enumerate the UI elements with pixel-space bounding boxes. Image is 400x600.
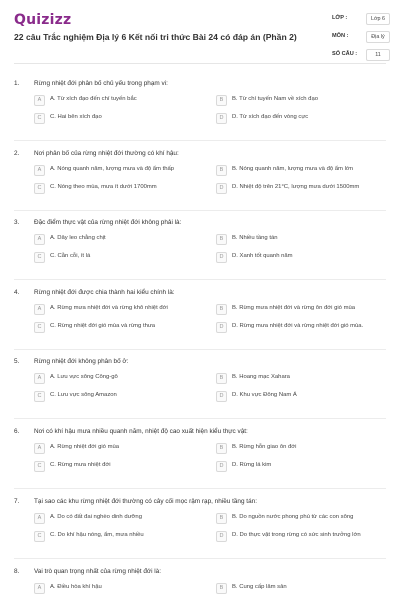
option-letter-badge: D xyxy=(216,113,227,124)
option-letter-badge: B xyxy=(216,304,227,315)
meta-value-question-count: 11 xyxy=(366,49,390,61)
answer-option-a[interactable] xyxy=(34,372,204,386)
question-number: 3. xyxy=(14,219,20,226)
answer-option-d[interactable] xyxy=(216,460,386,474)
option-text: A. Rừng nhiệt đới gió mùa xyxy=(50,444,120,450)
option-text: A. Do có đất đai nghèo dinh dưỡng xyxy=(50,514,142,520)
option-text: C. Hai bên xích đạo xyxy=(50,114,102,120)
answer-option-c[interactable] xyxy=(34,460,204,474)
option-letter-badge: A xyxy=(34,443,45,454)
option-text: B. Nóng quanh năm, lượng mưa và độ ẩm lớn xyxy=(232,166,354,172)
answer-option-c[interactable] xyxy=(34,182,204,196)
answer-option-a[interactable] xyxy=(34,582,204,596)
answer-option-b[interactable] xyxy=(216,94,386,108)
question-divider xyxy=(14,279,386,280)
option-text: C. Nóng theo mùa, mưa ít dưới 1700mm xyxy=(50,184,157,190)
meta-label-subject: MÔN : xyxy=(332,33,349,39)
option-text: B. Hoang mạc Xahara xyxy=(232,374,290,380)
answer-option-c[interactable] xyxy=(34,112,204,126)
option-letter-badge: B xyxy=(216,583,227,594)
option-text: D. Rừng mưa nhiệt đới và rừng nhiệt đới gió mùa. xyxy=(232,323,364,329)
option-text: B. Rừng hỗn giao ôn đới xyxy=(232,444,297,450)
option-letter-badge: A xyxy=(34,373,45,384)
option-letter-badge: C xyxy=(34,113,45,124)
answer-option-a[interactable] xyxy=(34,233,204,247)
question-divider xyxy=(14,418,386,419)
answer-option-c[interactable] xyxy=(34,390,204,404)
option-text: C. Cằn cỗi, ít lá xyxy=(50,253,91,259)
option-text: A. Lưu vực sông Công-gô xyxy=(50,374,118,380)
question-number: 8. xyxy=(14,568,20,575)
answer-option-c[interactable] xyxy=(34,251,204,265)
question-divider xyxy=(14,558,386,559)
answer-option-b[interactable] xyxy=(216,582,386,596)
question-divider xyxy=(14,488,386,489)
question-text: Rừng nhiệt đới được chia thành hai kiểu chính là: xyxy=(34,289,175,296)
option-letter-badge: B xyxy=(216,443,227,454)
option-text: D. Rừng lá kim xyxy=(232,462,272,468)
option-letter-badge: A xyxy=(34,513,45,524)
answer-option-b[interactable] xyxy=(216,233,386,247)
meta-row-class xyxy=(332,13,390,31)
option-letter-badge: B xyxy=(216,165,227,176)
option-text: B. Cung cấp lâm sản xyxy=(232,584,287,590)
option-text: A. Nóng quanh năm, lượng mưa và độ ẩm thấp xyxy=(50,166,175,172)
option-text: D. Xanh tốt quanh năm xyxy=(232,253,293,259)
question-text: Vai trò quan trọng nhất của rừng nhiệt đới là: xyxy=(34,568,162,575)
option-text: B. Nhiều tầng tán xyxy=(232,235,278,241)
question-number: 6. xyxy=(14,428,20,435)
answer-option-b[interactable] xyxy=(216,303,386,317)
question-number: 4. xyxy=(14,289,20,296)
option-text: A. Điều hòa khí hậu xyxy=(50,584,102,590)
answer-option-d[interactable] xyxy=(216,182,386,196)
answer-option-d[interactable] xyxy=(216,321,386,335)
option-text: B. Rừng mưa nhiệt đới và rừng ôn đới gió mùa xyxy=(232,305,356,311)
option-letter-badge: A xyxy=(34,304,45,315)
option-letter-badge: D xyxy=(216,183,227,194)
option-letter-badge: B xyxy=(216,95,227,106)
question-number: 2. xyxy=(14,150,20,157)
answer-option-d[interactable] xyxy=(216,390,386,404)
option-letter-badge: D xyxy=(216,252,227,263)
meta-panel xyxy=(332,13,390,67)
option-letter-badge: D xyxy=(216,461,227,472)
option-text: C. Rừng nhiệt đới gió mùa và rừng thưa xyxy=(50,323,156,329)
question-text: Đặc điểm thực vật của rừng nhiệt đới không phải là: xyxy=(34,219,182,226)
option-letter-badge: B xyxy=(216,234,227,245)
meta-label-class: LỚP : xyxy=(332,15,348,21)
option-text: A. Từ xích đạo đến chí tuyến bắc xyxy=(50,96,137,102)
question-number: 1. xyxy=(14,80,20,87)
question-divider xyxy=(14,140,386,141)
option-letter-badge: D xyxy=(216,531,227,542)
option-letter-badge: C xyxy=(34,461,45,472)
question-divider xyxy=(14,210,386,211)
question-text: Nơi phân bố của rừng nhiệt đới thường có khí hậu: xyxy=(34,150,179,157)
option-text: B. Do nguồn nước phong phú từ các con sông xyxy=(232,514,354,520)
answer-option-a[interactable] xyxy=(34,303,204,317)
option-letter-badge: D xyxy=(216,322,227,333)
answer-option-c[interactable] xyxy=(34,321,204,335)
question-text: Rừng nhiệt đới phân bố chủ yếu trong phạm vi: xyxy=(34,80,168,87)
answer-option-a[interactable] xyxy=(34,94,204,108)
option-letter-badge: C xyxy=(34,391,45,402)
worksheet-header xyxy=(0,0,400,64)
answer-option-c[interactable] xyxy=(34,530,204,544)
option-text: D. Nhiệt độ trên 21°C, lượng mưa dưới 1500mm xyxy=(232,184,360,190)
quizizz-logo[interactable]: Quizizz xyxy=(14,12,72,28)
answer-option-b[interactable] xyxy=(216,442,386,456)
option-text: C. Rừng mưa nhiệt đới xyxy=(50,462,111,468)
meta-row-question-count xyxy=(332,49,390,67)
meta-row-subject xyxy=(332,31,390,49)
option-letter-badge: C xyxy=(34,531,45,542)
question-divider xyxy=(14,349,386,350)
answer-option-d[interactable] xyxy=(216,530,386,544)
option-letter-badge: A xyxy=(34,165,45,176)
answer-option-d[interactable] xyxy=(216,112,386,126)
option-text: D. Từ xích đạo đến vòng cực xyxy=(232,114,309,120)
question-text: Tại sao các khu rừng nhiệt đới thường có cây cối mọc rậm rạp, nhiều tầng tán: xyxy=(34,498,257,505)
option-letter-badge: A xyxy=(34,583,45,594)
question-number: 5. xyxy=(14,358,20,365)
meta-value-class: Lớp 6 xyxy=(366,13,390,25)
option-letter-badge: A xyxy=(34,234,45,245)
answer-option-a[interactable] xyxy=(34,442,204,456)
option-letter-badge: B xyxy=(216,373,227,384)
answer-option-b[interactable] xyxy=(216,164,386,178)
question-number: 7. xyxy=(14,498,20,505)
answer-option-b[interactable] xyxy=(216,512,386,526)
option-text: D. Do thực vật trong rừng có sức sinh trưởng lớn xyxy=(232,532,361,538)
option-text: B. Từ chí tuyến Nam về xích đạo xyxy=(232,96,319,102)
option-text: C. Do khí hậu nóng, ẩm, mưa nhiều xyxy=(50,532,144,538)
option-letter-badge: C xyxy=(34,183,45,194)
meta-value-subject: Địa lý xyxy=(366,31,390,43)
option-letter-badge: D xyxy=(216,391,227,402)
answer-option-d[interactable] xyxy=(216,251,386,265)
answer-option-a[interactable] xyxy=(34,512,204,526)
option-letter-badge: C xyxy=(34,252,45,263)
option-letter-badge: A xyxy=(34,95,45,106)
option-text: D. Khu vực Đông Nam Á xyxy=(232,392,297,398)
option-letter-badge: C xyxy=(34,322,45,333)
option-letter-badge: B xyxy=(216,513,227,524)
answer-option-a[interactable] xyxy=(34,164,204,178)
option-text: C. Lưu vực sông Amazon xyxy=(50,392,117,398)
meta-label-question-count: SỐ CÂU : xyxy=(332,51,358,57)
question-text: Nơi có khí hậu mưa nhiều quanh năm, nhiệt độ cao xuất hiện kiểu thực vật: xyxy=(34,428,248,435)
answer-option-b[interactable] xyxy=(216,372,386,386)
option-text: A. Dây leo chằng chịt xyxy=(50,235,106,241)
question-text: Rừng nhiệt đới không phân bố ở: xyxy=(34,358,129,365)
option-text: A. Rừng mưa nhiệt đới và rừng khô nhiệt đới xyxy=(50,305,168,311)
document-title: 22 câu Trắc nghiệm Địa lý 6 Kết nối tri thức Bài 24 có đáp án (Phần 2) xyxy=(14,32,297,42)
header-divider xyxy=(14,63,386,64)
